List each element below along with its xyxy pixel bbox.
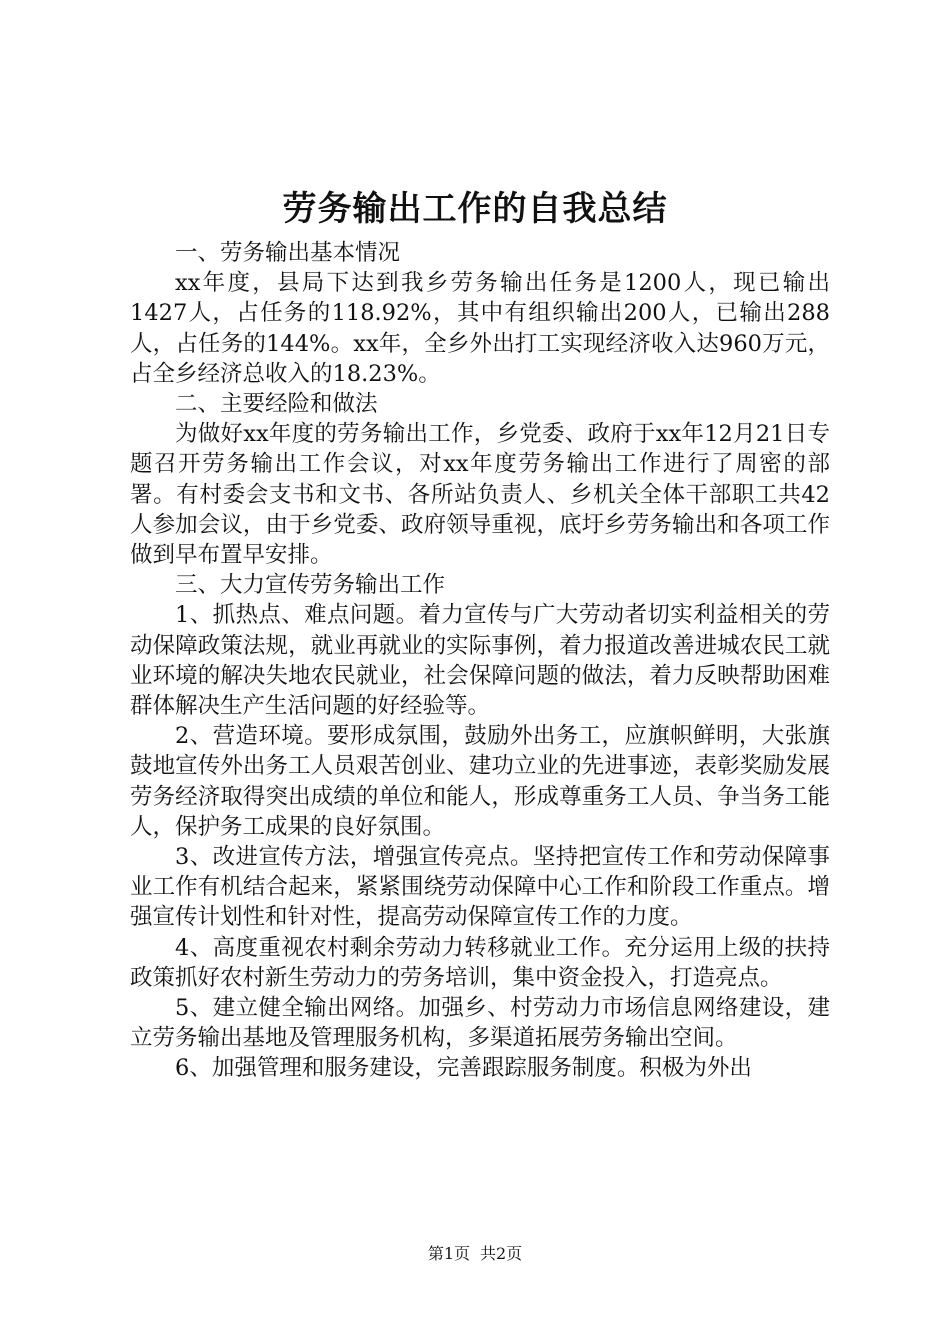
page-total: 共2页 [480, 1244, 523, 1263]
page-number: 第1页 [427, 1244, 470, 1263]
section-heading: 三、大力宣传劳务输出工作 [175, 572, 446, 599]
section-heading: 一、劳务输出基本情况 [175, 240, 401, 266]
section-heading: 二、主要经险和做法 [175, 391, 378, 418]
body-paragraph: 1、抓热点、难点问题。着力宣传与广大劳动者切实利益相关的劳动保障政策法规，就业再就业的实际事例，着力报道改善进城农民工就业环境的解决失地农民就业，社会保障问题的做法，着力反映帮助困难群体解决生产生活问题的好经验等。 [130, 602, 830, 720]
page-footer [0, 1242, 950, 1266]
body-paragraph: 5、建立健全输出网络。加强乡、村劳动力市场信息网络建设，建立劳务输出基地及管理服务机构，多渠道拓展劳务输出空间。 [130, 995, 830, 1052]
body-paragraph: 2、营造环境。要形成氛围，鼓励外出务工，应旗帜鲜明，大张旗鼓地宣传外出务工人员艰苦创业、建功立业的先进事迹，表彰奖励发展劳务经济取得突出成绩的单位和能人，形成尊重务工人员、争当务工能人，保护务工成果的良好氛围。 [130, 723, 830, 840]
document-body [130, 238, 830, 1084]
body-paragraph: 为做好xx年度的劳务输出工作，乡党委、政府于xx年12月21日专题召开劳务输出工作会议，对xx年度劳务输出工作进行了周密的部署。有村委会支书和文书、各所站负责人、乡机关全体干部职工共42人参加会议，由于乡党委、政府领导重视，底圩乡劳务输出和各项工作做到早布置早安排。 [130, 421, 830, 569]
body-paragraph: xx年度，县局下达到我乡劳务输出任务是1200人，现已输出1427人，占任务的118.92%，其中有组织输出200人，已输出288人，占任务的144%。xx年，全乡外出打工实现经济收入达960万元，占全乡经济总收入的18.23%。 [130, 270, 830, 387]
document-title: 劳务输出工作的自我总结 [282, 189, 668, 229]
body-paragraph: 4、高度重视农村剩余劳动力转移就业工作。充分运用上级的扶持政策抓好农村新生劳动力的劳务培训，集中资金投入，打造亮点。 [130, 934, 830, 991]
body-paragraph: 6、加强管理和服务建设，完善跟踪服务制度。积极为外出 [175, 1055, 752, 1082]
body-paragraph: 3、改进宣传方法，增强宣传亮点。坚持把宣传工作和劳动保障事业工作有机结合起来，紧紧围绕劳动保障中心工作和阶段工作重点。增强宣传计划性和针对性，提高劳动保障宣传工作的力度。 [130, 844, 830, 931]
